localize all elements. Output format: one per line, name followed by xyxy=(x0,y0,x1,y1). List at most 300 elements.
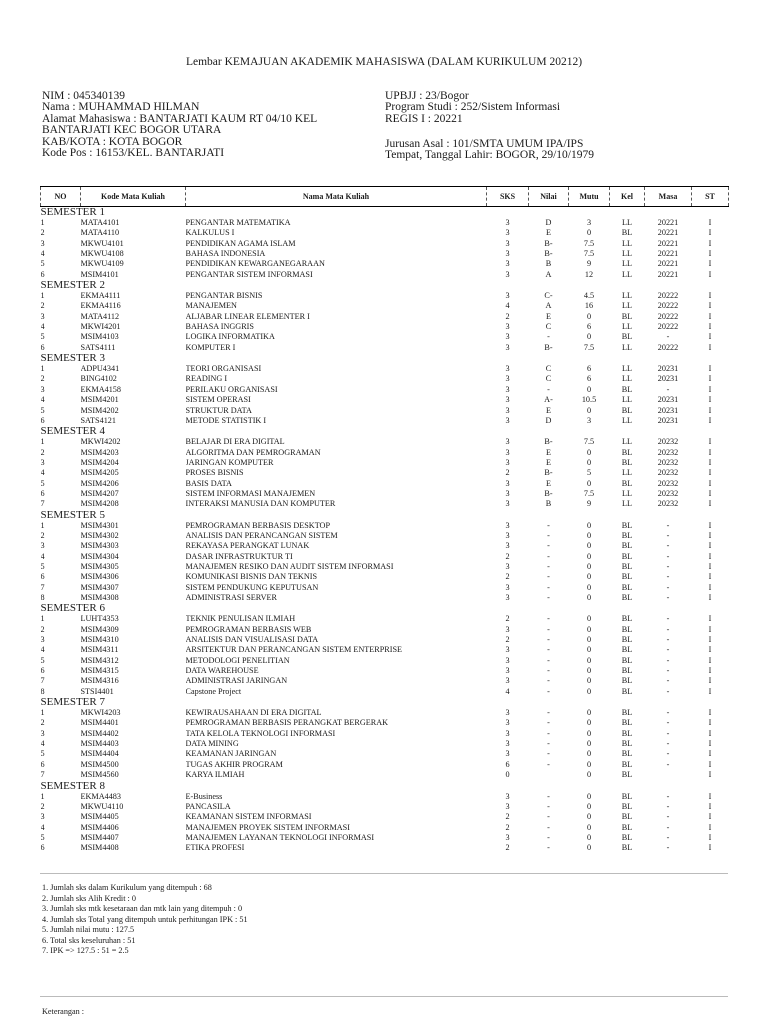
sks-value: 3 xyxy=(505,530,510,540)
grade-value: B xyxy=(545,499,552,509)
course-name: DATA MINING xyxy=(185,739,239,749)
sks-value: 0 xyxy=(505,770,510,780)
row-no: 3 xyxy=(40,384,45,394)
grade-value: D xyxy=(545,218,552,227)
course-name: METODE STATISTIK I xyxy=(185,415,267,425)
table-row xyxy=(41,458,729,468)
sks-value: 3 xyxy=(505,228,510,238)
grade-value: C xyxy=(545,374,552,384)
table-row xyxy=(41,239,729,249)
grade-value: - xyxy=(547,645,550,655)
table-row xyxy=(41,416,729,426)
grade-value: A- xyxy=(544,395,553,405)
grade-value: - xyxy=(547,812,550,822)
course-name: TATA KELOLA TEKNOLOGI INFORMASI xyxy=(185,728,336,738)
grade-value: - xyxy=(547,718,550,728)
quality-value: 0 xyxy=(586,614,592,624)
grade-value: - xyxy=(547,801,550,811)
sks-value: 3 xyxy=(505,291,510,301)
sks-value: 3 xyxy=(505,749,510,759)
sks-value: 4 xyxy=(505,301,510,311)
group-value: BL xyxy=(621,666,633,676)
course-code: MATA4112 xyxy=(80,311,120,321)
quality-value: 7.5 xyxy=(583,249,595,259)
status-value: I xyxy=(708,822,712,832)
course-name: PANCASILA xyxy=(185,801,231,811)
status-value: I xyxy=(708,405,712,415)
semester-label: SEMESTER 8 xyxy=(40,780,105,792)
quality-value: 0 xyxy=(586,572,592,582)
quality-value: 0 xyxy=(586,332,592,342)
sks-value: 2 xyxy=(505,614,510,624)
sks-value: 2 xyxy=(505,468,510,478)
quality-value: 0 xyxy=(586,582,592,592)
course-code: MKWU4110 xyxy=(80,801,124,811)
quality-value: 0 xyxy=(586,666,592,676)
status-value: I xyxy=(708,499,712,509)
quality-value: 0 xyxy=(586,635,592,645)
course-name: KOMPUTER I xyxy=(185,342,236,352)
course-name: TEORI ORGANISASI xyxy=(185,364,262,374)
course-name: KEAMANAN SISTEM INFORMASI xyxy=(185,812,312,822)
status-value: I xyxy=(708,708,712,718)
group-value: BL xyxy=(621,582,633,592)
sks-value: 4 xyxy=(505,686,510,696)
quality-value: 0 xyxy=(586,749,592,759)
table-row xyxy=(41,572,729,582)
period-value: - xyxy=(666,332,670,342)
period-value: - xyxy=(666,520,670,530)
table-row xyxy=(41,812,729,822)
group-value: LL xyxy=(621,291,632,301)
sks-value: 3 xyxy=(505,624,510,634)
grade-value: - xyxy=(547,561,550,571)
group-value: BL xyxy=(621,739,633,749)
group-value: BL xyxy=(621,708,633,718)
status-value: I xyxy=(708,541,712,551)
table-row xyxy=(41,270,729,280)
sks-value: 3 xyxy=(505,728,510,738)
summary-list xyxy=(42,883,248,957)
course-name: KEAMANAN JARINGAN xyxy=(185,749,277,759)
table-row xyxy=(41,531,729,541)
grade-value: B- xyxy=(544,468,553,478)
table-row xyxy=(41,802,729,812)
course-name: MANAJEMEN LAYANAN TEKNOLOGI INFORMASI xyxy=(185,832,375,842)
period-value: - xyxy=(666,812,670,822)
course-code: BING4102 xyxy=(80,374,117,384)
row-no: 1 xyxy=(40,437,45,447)
grade-value: C- xyxy=(544,291,553,301)
grade-value: - xyxy=(547,666,550,676)
period-value: 20221 xyxy=(657,269,679,279)
grade-value: E xyxy=(545,457,551,467)
period-value: - xyxy=(666,645,670,655)
quality-value: 7.5 xyxy=(583,437,595,447)
course-name: E-Business xyxy=(185,791,223,801)
row-no: 4 xyxy=(40,395,45,405)
table-row xyxy=(41,583,729,593)
period-value: - xyxy=(666,593,670,602)
quality-value: 0 xyxy=(586,645,592,655)
summary-line: 4. Jumlah sks Total yang ditempuh untuk perhitungan IPK : 51 xyxy=(42,914,248,924)
grade-value: - xyxy=(547,749,550,759)
period-value: - xyxy=(666,666,670,676)
semester-label: SEMESTER 1 xyxy=(40,206,105,218)
group-value: BL xyxy=(621,478,633,488)
quality-value: 16 xyxy=(584,301,594,311)
group-value: BL xyxy=(621,332,633,342)
table-row xyxy=(41,291,729,301)
table-row xyxy=(41,541,729,551)
upbjj-field: UPBJJ : 23/Bogor xyxy=(385,90,469,102)
period-value: 20232 xyxy=(657,488,679,498)
course-name: READING I xyxy=(185,374,228,384)
course-code: MSIM4206 xyxy=(80,478,119,488)
group-value: BL xyxy=(621,728,633,738)
status-value: I xyxy=(708,749,712,759)
course-code: MSIM4203 xyxy=(80,447,119,457)
period-value: - xyxy=(666,739,670,749)
course-code: MSIM4308 xyxy=(80,593,119,602)
group-value: LL xyxy=(621,499,632,509)
status-value: I xyxy=(708,530,712,540)
course-code: MSIM4405 xyxy=(80,812,119,822)
period-value: - xyxy=(666,384,670,394)
course-code: MSIM4305 xyxy=(80,561,119,571)
course-code: MATA4101 xyxy=(80,218,120,227)
table-row xyxy=(41,395,729,405)
group-value: BL xyxy=(621,686,633,696)
row-no: 3 xyxy=(40,812,45,822)
table-header-row xyxy=(41,187,729,207)
course-name: Capstone Project xyxy=(185,686,242,696)
grade-value: B- xyxy=(544,249,553,259)
course-name: PENGANTAR BISNIS xyxy=(185,291,263,301)
grade-value: A xyxy=(545,301,552,311)
period-value: 20231 xyxy=(657,364,679,374)
period-value: 20231 xyxy=(657,374,679,384)
table-row xyxy=(41,259,729,269)
course-name: ADMINISTRASI JARINGAN xyxy=(185,676,288,686)
group-value: LL xyxy=(621,415,632,425)
quality-value: 10.5 xyxy=(581,395,597,405)
group-value: BL xyxy=(621,759,633,769)
grade-value: E xyxy=(545,228,551,238)
status-value: I xyxy=(708,582,712,592)
course-name: TUGAS AKHIR PROGRAM xyxy=(185,759,283,769)
period-value: - xyxy=(666,635,670,645)
course-code: MSIM4407 xyxy=(80,832,119,842)
sks-value: 2 xyxy=(505,635,510,645)
sks-value: 3 xyxy=(505,395,510,405)
table-row xyxy=(41,833,729,843)
grade-value: - xyxy=(547,708,550,718)
postal-code-field: Kode Pos : 16153/KEL. BANTARJATI xyxy=(42,146,225,159)
group-value: LL xyxy=(621,322,632,332)
period-value: 20222 xyxy=(657,301,679,311)
group-value: BL xyxy=(621,447,633,457)
birth-field: Tempat, Tanggal Lahir: BOGOR, 29/10/1979 xyxy=(385,149,594,162)
status-value: I xyxy=(708,645,712,655)
row-no: 5 xyxy=(40,405,45,415)
grade-value: A xyxy=(545,269,552,279)
course-name: DATA WAREHOUSE xyxy=(185,666,259,676)
status-value: I xyxy=(708,624,712,634)
course-code: MSIM4312 xyxy=(80,655,119,665)
group-value: BL xyxy=(621,551,633,561)
quality-value: 4.5 xyxy=(583,291,595,301)
table-row xyxy=(41,312,729,322)
table-row xyxy=(41,249,729,259)
sks-value: 3 xyxy=(505,218,510,227)
period-value: 20232 xyxy=(657,457,679,467)
row-no: 5 xyxy=(40,749,45,759)
name-field: Nama : MUHAMMAD HILMAN xyxy=(42,101,200,114)
course-code: MKWI4201 xyxy=(80,322,121,332)
course-code: MSIM4500 xyxy=(80,759,119,769)
status-value: I xyxy=(708,561,712,571)
status-value: I xyxy=(708,791,712,801)
status-value: I xyxy=(708,551,712,561)
grade-value: - xyxy=(547,520,550,530)
course-code: MSIM4402 xyxy=(80,728,119,738)
quality-value: 3 xyxy=(586,218,592,227)
table-row xyxy=(41,770,729,780)
group-value: LL xyxy=(621,218,632,227)
grade-value: - xyxy=(547,541,550,551)
table-row xyxy=(41,406,729,416)
course-code: MKWI4202 xyxy=(80,437,121,447)
course-code: MATA4110 xyxy=(80,228,120,238)
table-row xyxy=(41,479,729,489)
quality-value: 9 xyxy=(586,499,592,509)
period-value: 20232 xyxy=(657,447,679,457)
quality-value: 6 xyxy=(586,364,592,374)
row-no: 6 xyxy=(40,488,45,498)
period-value: 20221 xyxy=(657,259,679,269)
summary-line: 3. Jumlah sks mtk kesetaraan dan mtk lain yang ditempuh : 0 xyxy=(42,904,243,913)
grade-value: E xyxy=(545,478,551,488)
status-value: I xyxy=(708,812,712,822)
group-value: LL xyxy=(621,395,632,405)
period-value: - xyxy=(666,708,670,718)
grade-value: C xyxy=(545,364,552,374)
row-no: 5 xyxy=(40,259,45,269)
course-name: REKAYASA PERANGKAT LUNAK xyxy=(185,541,310,551)
city-field: KAB/KOTA : KOTA BOGOR xyxy=(42,135,183,148)
sks-value: 2 xyxy=(505,843,510,853)
course-code: MSIM4201 xyxy=(80,395,119,405)
grade-value: E xyxy=(545,405,551,415)
course-code: ADPU4341 xyxy=(80,364,120,374)
sks-value: 3 xyxy=(505,655,510,665)
notes-divider xyxy=(40,996,728,997)
sks-value: 3 xyxy=(505,791,510,801)
row-no: 5 xyxy=(40,655,45,665)
period-value: 20232 xyxy=(657,499,679,509)
sks-value: 3 xyxy=(505,676,510,686)
table-row xyxy=(41,562,729,572)
header-group: Kel xyxy=(610,187,645,207)
table-row xyxy=(41,656,729,666)
course-name: KARYA ILMIAH xyxy=(185,770,245,780)
row-no: 6 xyxy=(40,572,45,582)
row-no: 2 xyxy=(40,718,45,728)
course-name: PEMROGRAMAN BERBASIS DESKTOP xyxy=(185,520,331,530)
summary-divider xyxy=(40,873,728,874)
grade-value: B xyxy=(545,259,552,269)
row-no: 6 xyxy=(40,269,45,279)
table-row xyxy=(41,823,729,833)
group-value: BL xyxy=(621,635,633,645)
group-value: BL xyxy=(621,572,633,582)
grade-value: B- xyxy=(544,238,553,248)
period-value: 20231 xyxy=(657,415,679,425)
quality-value: 0 xyxy=(586,728,592,738)
period-value: - xyxy=(666,749,670,759)
grade-value: - xyxy=(547,530,550,540)
course-code: MSIM4303 xyxy=(80,541,119,551)
sks-value: 3 xyxy=(505,801,510,811)
course-code: MKWI4203 xyxy=(80,708,121,718)
status-value: I xyxy=(708,488,712,498)
row-no: 3 xyxy=(40,541,45,551)
group-value: BL xyxy=(621,718,633,728)
period-value: - xyxy=(666,791,670,801)
table-row xyxy=(41,468,729,478)
address-line-1: Alamat Mahasiswa : BANTARJATI KAUM RT 04/10 KEL xyxy=(42,112,318,125)
group-value: BL xyxy=(621,311,633,321)
row-no: 5 xyxy=(40,332,45,342)
period-value: - xyxy=(666,551,670,561)
table-row xyxy=(41,666,729,676)
period-value: 20222 xyxy=(657,291,679,301)
course-name: PROSES BISNIS xyxy=(185,468,244,478)
group-value: BL xyxy=(621,645,633,655)
row-no: 7 xyxy=(40,770,45,780)
row-no: 2 xyxy=(40,374,45,384)
group-value: BL xyxy=(621,457,633,467)
course-code: MSIM4316 xyxy=(80,676,119,686)
semester-heading-row xyxy=(41,353,729,364)
row-no: 4 xyxy=(40,739,45,749)
period-value: - xyxy=(666,582,670,592)
row-no: 2 xyxy=(40,447,45,457)
group-value: BL xyxy=(621,520,633,530)
quality-value: 0 xyxy=(586,551,592,561)
course-code: MSIM4560 xyxy=(80,770,119,780)
course-name: JARINGAN KOMPUTER xyxy=(185,457,274,467)
course-code: MSIM4401 xyxy=(80,718,119,728)
status-value: I xyxy=(708,801,712,811)
row-no: 6 xyxy=(40,666,45,676)
status-value: I xyxy=(708,269,712,279)
header-sks: SKS xyxy=(487,187,529,207)
sks-value: 3 xyxy=(505,832,510,842)
status-value: I xyxy=(708,228,712,238)
sks-value: 3 xyxy=(505,405,510,415)
period-value: 20222 xyxy=(657,322,679,332)
summary-line: 5. Jumlah nilai mutu : 127.5 xyxy=(42,925,135,934)
quality-value: 0 xyxy=(586,739,592,749)
quality-value: 7.5 xyxy=(583,342,595,352)
status-value: I xyxy=(708,259,712,269)
group-value: LL xyxy=(621,364,632,374)
row-no: 8 xyxy=(40,593,45,602)
course-code: MSIM4315 xyxy=(80,666,119,676)
grade-value: C xyxy=(545,322,552,332)
course-code: EKMA4116 xyxy=(80,301,121,311)
quality-value: 0 xyxy=(586,478,592,488)
group-value: BL xyxy=(621,791,633,801)
quality-value: 0 xyxy=(586,759,592,769)
table-row xyxy=(41,687,729,697)
status-value: I xyxy=(708,395,712,405)
table-row xyxy=(41,645,729,655)
table-row xyxy=(41,332,729,342)
grade-value: - xyxy=(547,593,550,602)
header-no: NO xyxy=(41,187,81,207)
status-value: I xyxy=(708,843,712,853)
grade-value: E xyxy=(545,311,551,321)
header-grade: Nilai xyxy=(529,187,569,207)
table-row xyxy=(41,489,729,499)
origin-major-field: Jurusan Asal : 101/SMTA UMUM IPA/IPS xyxy=(385,138,584,150)
sks-value: 3 xyxy=(505,249,510,259)
row-no: 2 xyxy=(40,801,45,811)
status-value: I xyxy=(708,728,712,738)
course-code: MSIM4310 xyxy=(80,635,119,645)
semester-label: SEMESTER 2 xyxy=(40,280,105,292)
group-value: BL xyxy=(621,655,633,665)
grade-value: B- xyxy=(544,488,553,498)
row-no: 4 xyxy=(40,322,45,332)
group-value: LL xyxy=(621,301,632,311)
status-value: I xyxy=(708,666,712,676)
sks-value: 6 xyxy=(505,759,510,769)
grade-value: - xyxy=(547,822,550,832)
quality-value: 0 xyxy=(586,843,592,853)
period-value: - xyxy=(666,676,670,686)
sks-value: 3 xyxy=(505,499,510,509)
course-code: MSIM4301 xyxy=(80,520,119,530)
course-name: BELAJAR DI ERA DIGITAL xyxy=(185,437,285,447)
table-row xyxy=(41,843,729,853)
quality-value: 0 xyxy=(586,832,592,842)
period-value: - xyxy=(666,843,670,853)
table-row xyxy=(41,301,729,311)
table-row xyxy=(41,448,729,458)
summary-line: 7. IPK => 127.5 : 51 = 2.5 xyxy=(42,946,129,955)
semester-label: SEMESTER 4 xyxy=(40,426,105,438)
row-no: 3 xyxy=(40,635,45,645)
group-value: BL xyxy=(621,822,633,832)
period-value: - xyxy=(666,614,670,624)
table-row xyxy=(41,499,729,509)
group-value: BL xyxy=(621,228,633,238)
sks-value: 3 xyxy=(505,478,510,488)
course-name: ALGORITMA DAN PEMROGRAMAN xyxy=(185,447,321,457)
status-value: I xyxy=(708,249,712,259)
quality-value: 3 xyxy=(586,415,592,425)
period-value: 20231 xyxy=(657,395,679,405)
course-name: PENGANTAR MATEMATIKA xyxy=(185,218,291,227)
quality-value: 0 xyxy=(586,447,592,457)
grade-value: - xyxy=(547,384,550,394)
row-no: 6 xyxy=(40,342,45,352)
period-value: - xyxy=(666,624,670,634)
